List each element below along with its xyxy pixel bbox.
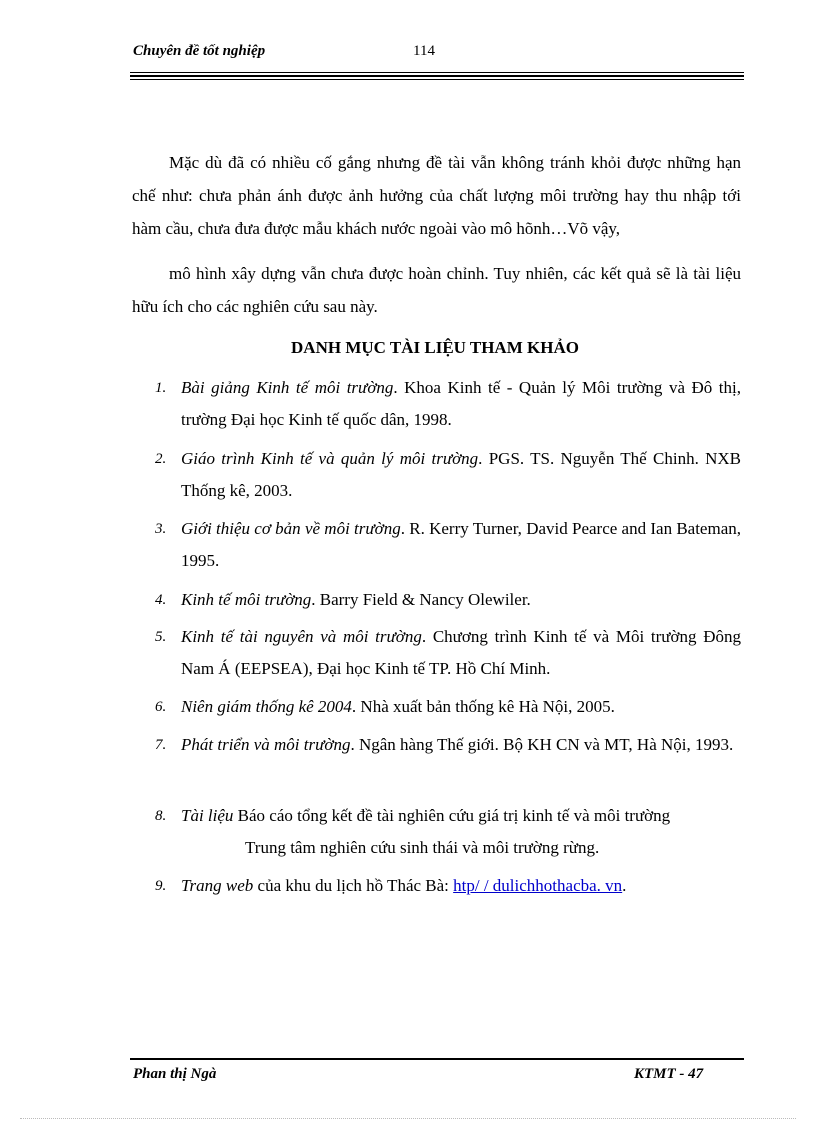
reference-number: 8. [155,808,167,824]
reference-continuation: Trung tâm nghiên cứu sinh thái và môi trường rừng. [245,838,600,857]
reference-item-5 [155,621,741,685]
reference-item-8 [155,800,741,864]
page-number: 114 [413,43,435,59]
reference-details: Báo cáo tổng kết đề tài nghiên cứu giá trị kinh tế và môi trường [233,806,671,825]
reference-item-6 [155,691,741,723]
page-edge [20,1118,796,1119]
reference-title: Giới thiệu cơ bản về môi trường [181,519,401,538]
reference-details: của khu du lịch hồ Thác Bà: [253,876,454,895]
reference-title: Giáo trình Kinh tế và quản lý môi trường [181,449,479,468]
reference-item-2 [155,443,741,507]
reference-item-7 [155,729,741,761]
paragraph-1: Mặc dù đã có nhiều cố gắng nhưng đề tài vẫn không tránh khỏi được những hạn chế như: chưa phản ánh được ảnh hưởng của chất lượng môi trường hay thu nhập tới hàm cầu, chưa đưa được mẫu khách nước ngoài vào mô hõnh…Võ vậy, [132,153,741,238]
reference-title: Niên giám thống kê 2004 [181,697,352,716]
website-link[interactable]: htp/ / dulichhothacba. vn [453,876,623,895]
footer-rule [130,1058,744,1060]
reference-details: . Chương trình Kinh tế và Môi trường Đông Nam Á (EEPSEA), Đại học Kinh tế TP. Hồ Chí Minh. [181,627,741,678]
reference-number: 6. [155,699,167,715]
reference-details: . PGS. TS. Nguyễn Thế Chinh. NXB Thống kê, 2003. [181,449,741,500]
header-title: Chuyên đề tốt nghiệp [133,43,266,59]
reference-item-9 [155,870,741,902]
header-rule [130,72,744,82]
reference-title: Kinh tế tài nguyên và môi trường [181,627,422,646]
reference-number: 9. [155,878,167,894]
reference-number: 4. [155,592,167,608]
footer-class: KTMT - 47 [634,1066,704,1082]
reference-number: 3. [155,521,167,537]
reference-details: . Ngân hàng Thế giới. Bộ KH CN và MT, Hà Nội, 1993. [350,735,734,754]
reference-title: Tài liệu [181,806,234,825]
reference-number: 1. [155,380,167,396]
reference-title: Trang web [181,876,254,895]
reference-details: . R. Kerry Turner, David Pearce and Ian Bateman, 1995. [181,519,741,570]
reference-number: 7. [155,737,167,753]
reference-number: 2. [155,451,167,467]
footer-author: Phan thị Ngà [133,1066,217,1082]
reference-details: . Barry Field & Nancy Olewiler. [311,590,531,609]
reference-item-4 [155,584,741,616]
paragraph-2: mô hình xây dựng vẫn chưa được hoàn chỉnh. Tuy nhiên, các kết quả sẽ là tài liệu hữu ích cho các nghiên cứu sau này. [132,264,741,316]
reference-title: Phát triển và môi trường [181,735,351,754]
references-heading: DANH MỤC TÀI LIỆU THAM KHẢO [291,338,579,357]
reference-details: . Khoa Kinh tế - Quản lý Môi trường và Đô thị, trường Đại học Kinh tế quốc dân, 1998. [181,378,741,429]
reference-details: . Nhà xuất bản thống kê Hà Nội, 2005. [351,697,615,716]
reference-item-1 [155,372,741,436]
reference-end-punctuation: . [622,876,627,895]
reference-item-3 [155,513,741,577]
reference-title: Kinh tế môi trường [181,590,312,609]
reference-title: Bài giảng Kinh tế môi trường [181,378,394,397]
reference-number: 5. [155,629,167,645]
